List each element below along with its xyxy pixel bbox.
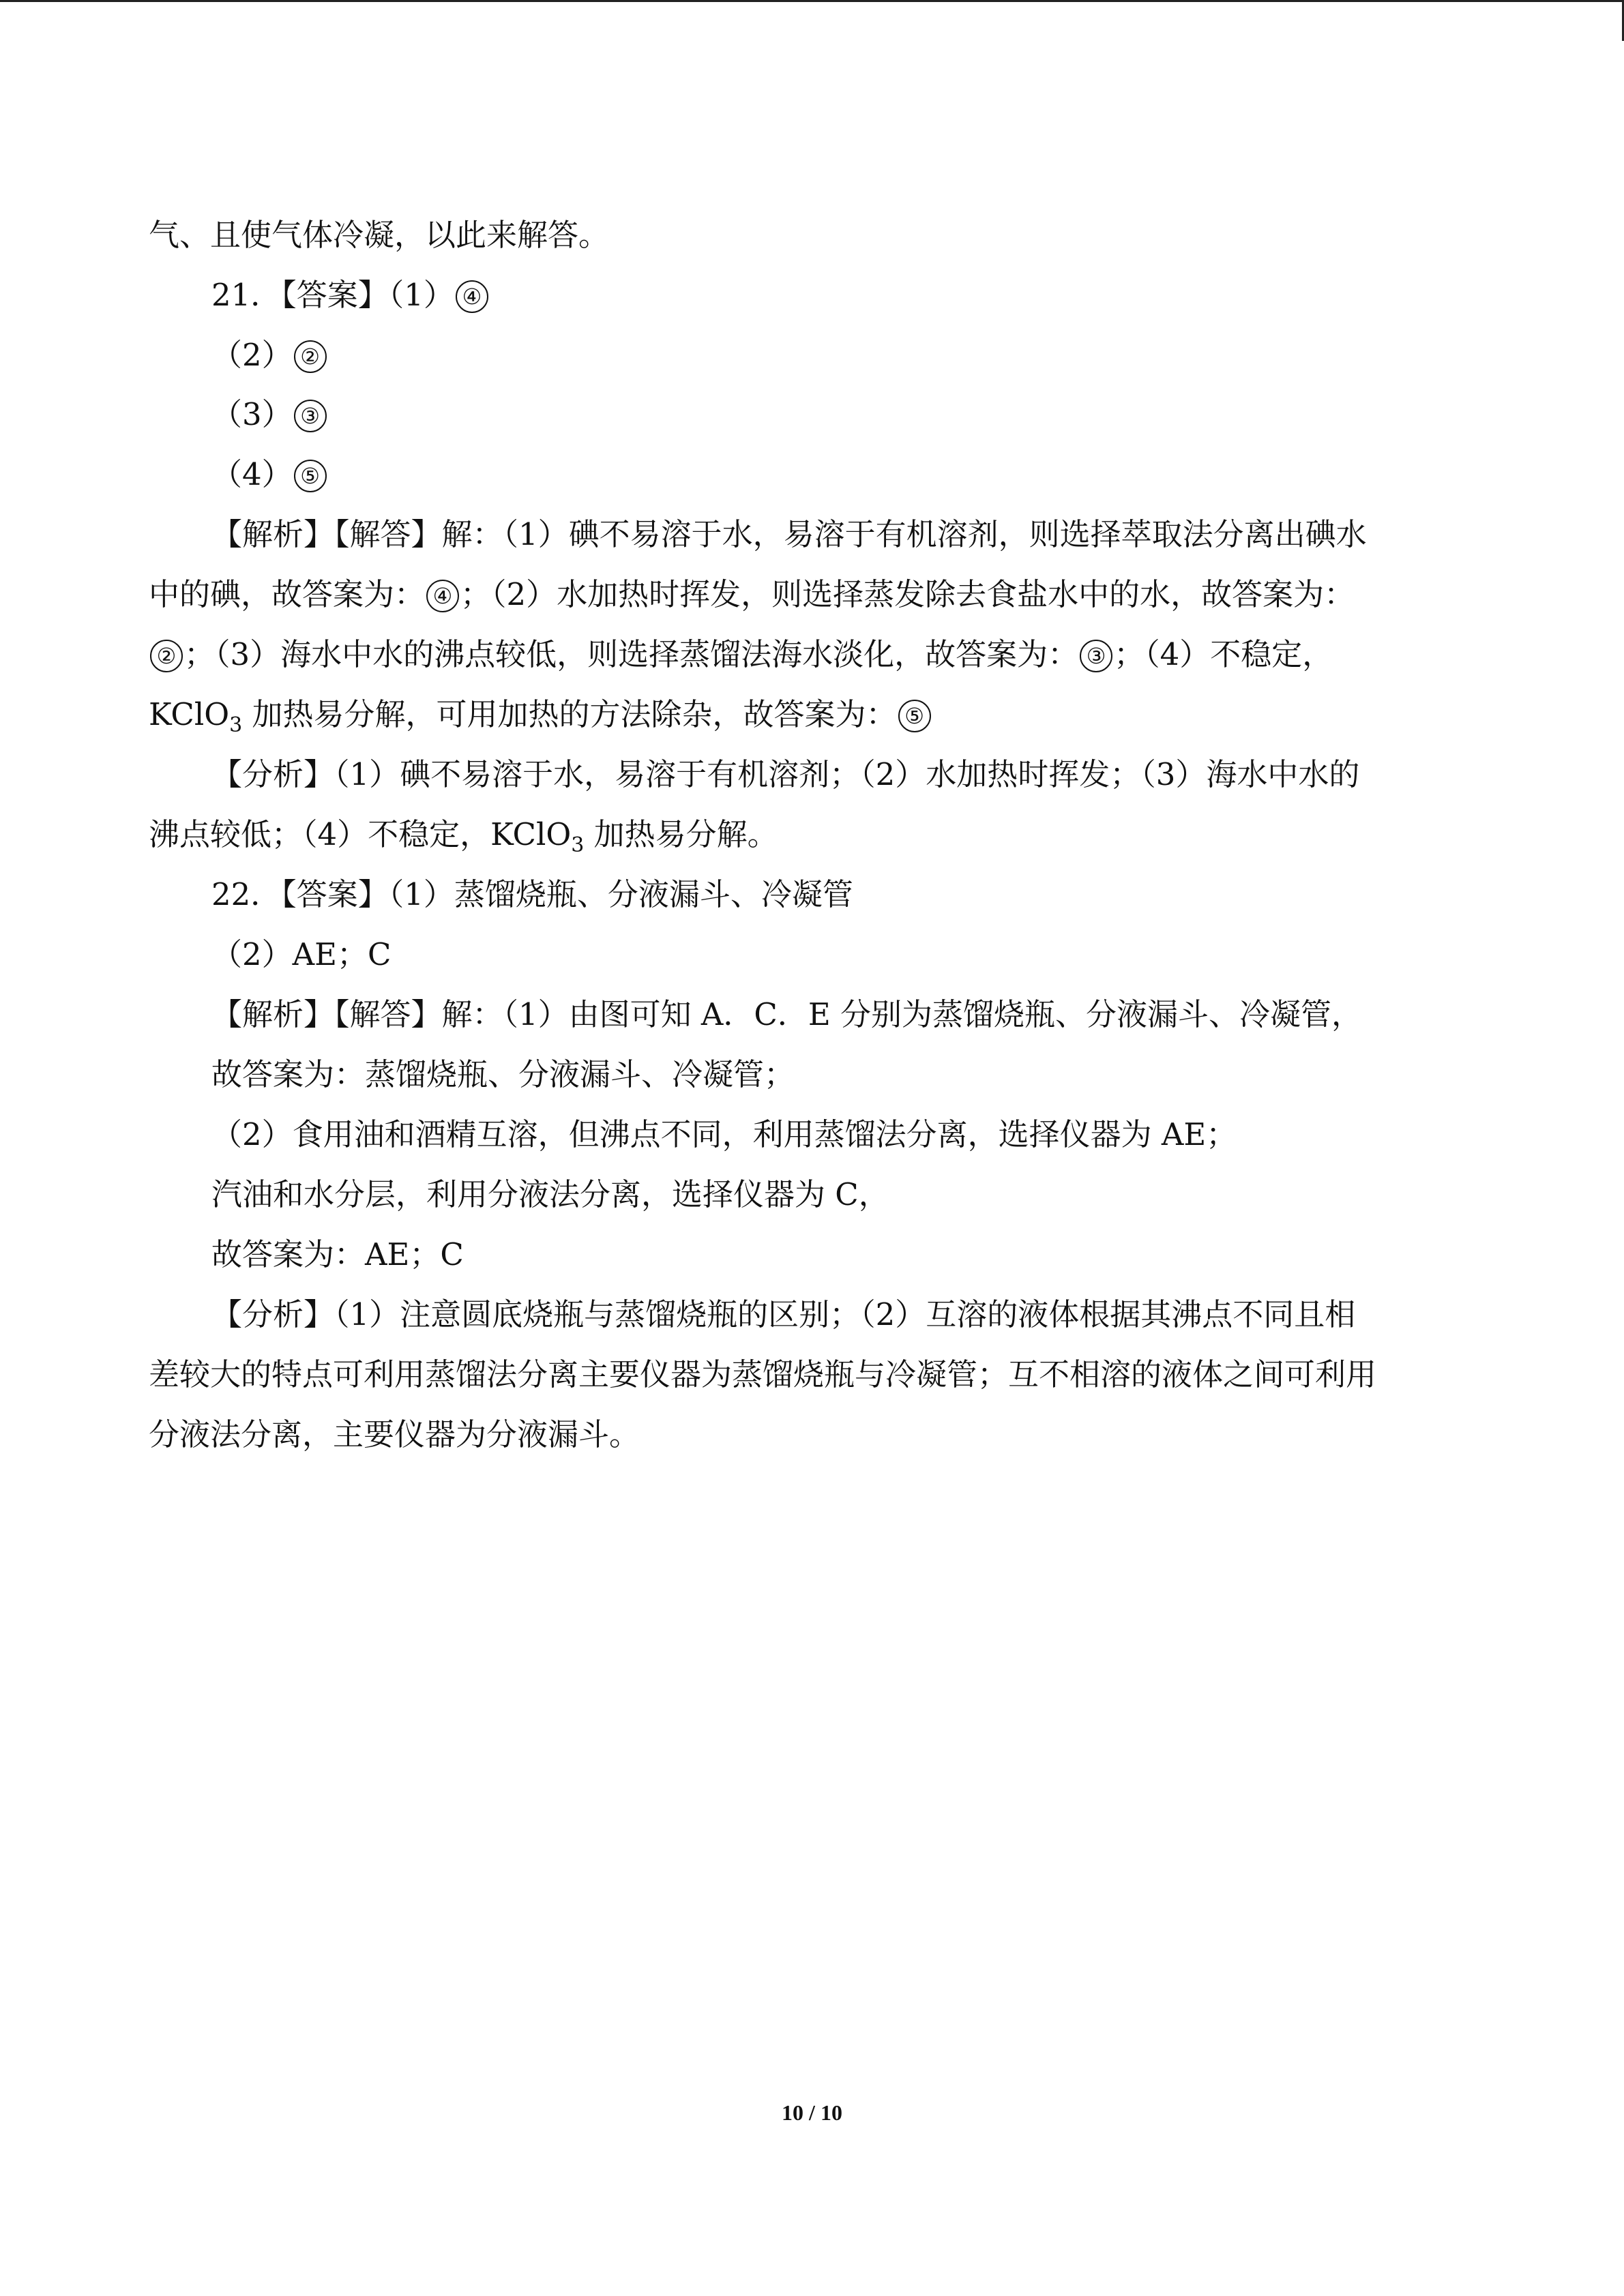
line-text: 21．【答案】（1） [211, 277, 454, 313]
q21-answer-3 [211, 394, 328, 435]
q22-explanation-line [211, 1054, 795, 1095]
q21-answer-heading [211, 275, 490, 316]
line-text: 分液法分离，主要仪器为分液漏斗。 [149, 1416, 640, 1452]
top-border [0, 0, 1624, 2]
q22-explanation-line [211, 1234, 464, 1275]
q21-explanation-line [149, 694, 932, 735]
line-text: 差较大的特点可利用蒸馏法分离主要仪器为蒸馏烧瓶与冷凝管；互不相溶的液体之间可利用 [149, 1356, 1377, 1392]
circled-number: ② [294, 340, 327, 373]
q21-explanation-line [211, 514, 1367, 555]
line-text: 【分析】（1）注意圆底烧瓶与蒸馏烧瓶的区别；（2）互溶的液体根据其沸点不同且相 [211, 1296, 1356, 1332]
line-text: 气、且使气体冷凝，以此来解答。 [149, 217, 610, 253]
line-text: ；（3）海水中水的沸点较低，则选择蒸馏法海水淡化，故答案为： [184, 636, 1079, 672]
q22-explanation-line [211, 994, 1362, 1035]
line-text: 【分析】（1）碘不易溶于水，易溶于有机溶剂；（2）水加热时挥发；（3）海水中水的 [211, 756, 1360, 792]
circled-number: ④ [426, 580, 459, 612]
line-text: 沸点较低；（4）不稳定，KClO [149, 816, 572, 852]
line-text: （2）AE；C [211, 936, 392, 972]
q21-explanation-line [149, 574, 1355, 615]
q21-analysis-line [211, 754, 1359, 795]
line-text: ；（2）水加热时挥发，则选择蒸发除去食盐水中的水，故答案为： [460, 576, 1355, 612]
line-text: 汽油和水分层，利用分液法分离，选择仪器为 C， [211, 1176, 889, 1212]
circled-number: ③ [1080, 640, 1112, 672]
circled-number: ④ [456, 280, 488, 313]
subscript: 3 [571, 833, 585, 857]
page-number: 10 / 10 [782, 2100, 842, 2125]
circled-number: ⑤ [294, 460, 327, 492]
line-text: （2） [211, 337, 293, 373]
q22-explanation-line [211, 1114, 1237, 1155]
circled-number: ② [150, 640, 183, 672]
q22-answer-2 [211, 934, 391, 975]
q22-analysis-line [149, 1414, 640, 1455]
circled-number: ③ [294, 400, 327, 432]
line-text: （3） [211, 396, 293, 432]
q21-answer-2 [211, 335, 328, 376]
q22-analysis-line [149, 1354, 1376, 1395]
line-text: 加热易分解。 [584, 816, 778, 852]
q21-analysis-line [149, 814, 778, 855]
formula-text: KClO [149, 696, 230, 732]
q22-analysis-line [211, 1294, 1355, 1335]
text-line [149, 215, 609, 256]
q22-explanation-line [211, 1174, 889, 1215]
line-text: 【解析】【解答】解：（1）碘不易溶于水，易溶于有机溶剂，则选择萃取法分离出碘水 [211, 516, 1367, 552]
circled-number: ⑤ [898, 700, 931, 732]
q21-answer-4 [211, 454, 328, 495]
q22-answer-heading [211, 874, 853, 915]
line-text: （4） [211, 456, 293, 492]
subscript: 3 [229, 713, 243, 737]
line-text: 故答案为：AE；C [211, 1236, 464, 1272]
line-text: （2）食用油和酒精互溶，但沸点不同，利用蒸馏法分离，选择仪器为 AE； [211, 1116, 1237, 1152]
line-text: 【解析】【解答】解：（1）由图可知 A．C．E 分别为蒸馏烧瓶、分液漏斗、冷凝管， [211, 996, 1363, 1032]
line-text: 故答案为：蒸馏烧瓶、分液漏斗、冷凝管； [211, 1056, 795, 1092]
line-text: 中的碘，故答案为： [149, 576, 426, 612]
line-text: 22．【答案】（1）蒸馏烧瓶、分液漏斗、冷凝管 [211, 876, 853, 912]
line-text: ；（4）不稳定， [1114, 636, 1333, 672]
line-text: 加热易分解，可用加热的方法除杂，故答案为： [242, 696, 897, 732]
q21-explanation-line [149, 634, 1333, 675]
